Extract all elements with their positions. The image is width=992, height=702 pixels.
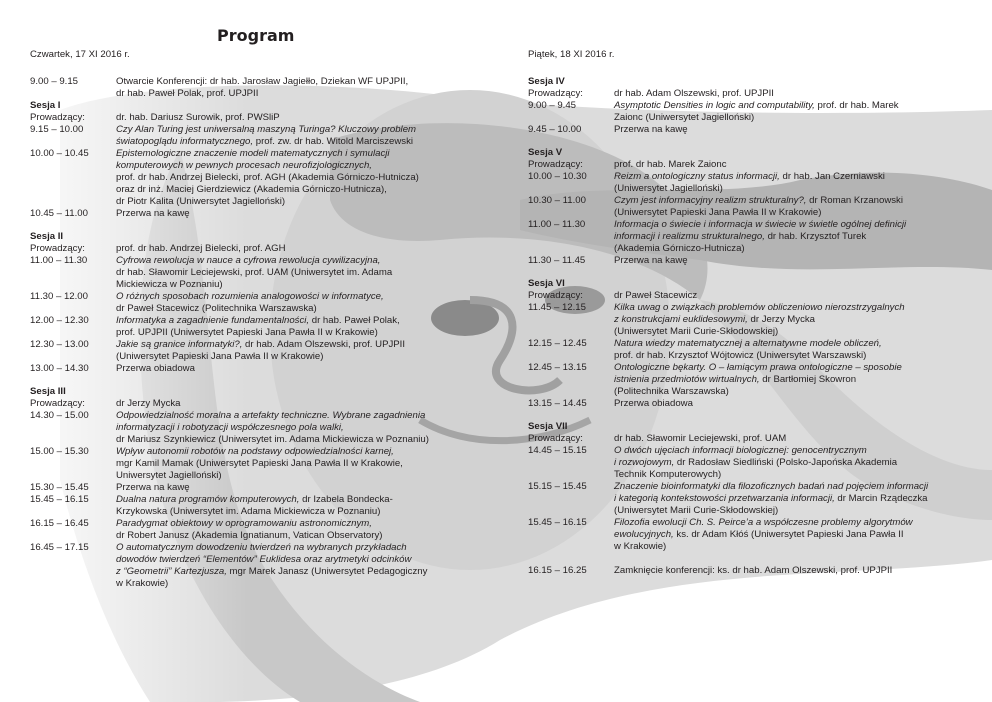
program-item: 15.00 – 15.30 Wpływ autonomii robotów na podstawy odpowiedzialności karnej, mgr Kamil Mamak (Uniwersytet Papieski Jana Pawła II w Krakowie, Uniwersytet Jagielloński) <box>30 446 403 481</box>
program-item: 16.45 – 17.15 O automatycznym dowodzeniu twierdzeń na wybranych przykładach dowodów twierdzeń “Elementów” Euklidesa oraz arytmetyki odcinków z “Geometrii” Kartezjusza, mgr Marek Janasz (Uniwersytet Pedagogiczny w Krakowie) <box>30 542 428 589</box>
program-item: 15.15 – 15.45 Znaczenie bioinformatyki dla filozoficznych badań nad pojęciem informacji i kategorią kontekstowości przetwarzania informacji, dr Marcin Rządeczka (Uniwersytet Marii Curie-Skłodowskiej) <box>528 481 929 516</box>
session-chair: Prowadzący: dr hab. Sławomir Leciejewski, prof. UAM <box>528 433 787 444</box>
day-2-column <box>528 49 948 577</box>
session-heading: Sesja VII <box>528 421 568 432</box>
program-item: 11.30 – 12.00 O różnych sposobach rozumienia analogowości w informatyce, dr Paweł Stacewicz (Politechnika Warszawska) <box>30 291 384 314</box>
program-item: 16.15 – 16.45 Paradygmat obiektowy w oprogramowaniu astronomicznym, dr Robert Janusz (Akademia Ignatianum, Vatican Observatory) <box>30 518 383 541</box>
program-item: 15.45 – 16.15 Dualna natura programów komputerowych, dr Izabela Bondecka- Krzykowska (Uniwersytet im. Adama Mickiewicza w Poznaniu) <box>30 494 393 517</box>
session-heading: Sesja I <box>30 100 61 111</box>
session-chair: Prowadzący: dr Paweł Stacewicz <box>528 290 698 301</box>
program-item: 12.15 – 12.45 Natura wiedzy matematycznej a alternatywne modele obliczeń, prof. dr hab. Krzysztof Wójtowicz (Uniwersytet Warszawski) <box>528 338 882 361</box>
program-item: 11.00 – 11.30 Cyfrowa rewolucja w nauce a cyfrowa rewolucja cywilizacyjna, dr hab. Sławomir Leciejewski, prof. UAM (Uniwersytet im. Adama Mickiewicza w Poznaniu) <box>30 255 393 290</box>
closing-item: 16.15 – 16.25 Zamknięcie konferencji: ks. dr hab. Adam Olszewski, prof. UPJPII <box>528 565 893 576</box>
program-item: 12.00 – 12.30 Informatyka a zagadnienie fundamentalności, dr hab. Paweł Polak, prof. UPJPII (Uniwersytet Papieski Jana Pawła II w Krakowie) <box>30 315 400 338</box>
session-chair: Prowadzący: dr. hab. Dariusz Surowik, prof. PWSliP <box>30 112 280 123</box>
program-item: 11.45 – 12.15 Kilka uwag o związkach problemów obliczeniowo nierozstrzygalnych z konstrukcjami euklidesowymi, dr Jerzy Mycka (Uniwersytet Marii Curie-Skłodowskiej) <box>528 302 905 337</box>
page-title: Program <box>217 26 295 45</box>
program-item: 9.15 – 10.00 Czy Alan Turing jest uniwersalną maszyną Turinga? Kluczowy problem światopoglądu informatycznego, prof. zw. dr hab. Witold Marciszewski <box>30 124 417 147</box>
program-item: 11.00 – 11.30 Informacja o świecie i informacja w świecie w świetle ogólnej definicji informacji i realizmu strukturalnego, dr hab. Krzysztof Turek (Akademia Górniczo-Hutnicza) <box>528 219 907 254</box>
program-item: 10.30 – 11.00 Czym jest informacyjny realizm strukturalny?, dr Roman Krzanowski (Uniwersytet Papieski Jana Pawła II w Krakowie) <box>528 195 903 218</box>
session-heading: Sesja III <box>30 386 66 397</box>
break-item: 13.15 – 14.45 Przerwa obiadowa <box>528 398 693 409</box>
program-item: 9.00 – 9.45 Asymptotic Densities in logic and computability, prof. dr hab. Marek Zaionc (Uniwersytet Jagielloński) <box>528 100 899 123</box>
session-heading: Sesja VI <box>528 278 565 289</box>
program-item: 14.45 – 15.15 O dwóch ujęciach informacji biologicznej: genocentrycznym i rozwojowym, dr Radosław Siedliński (Polsko-Japońska Akademia Technik Komputerowych) <box>528 445 898 480</box>
session-chair: Prowadzący: dr Jerzy Mycka <box>30 398 181 409</box>
program-item: 10.00 – 10.30 Reizm a ontologiczny status informacji, dr hab. Jan Czerniawski (Uniwersytet Jagielloński) <box>528 171 885 194</box>
day-heading: Czwartek, 17 XI 2016 r. <box>30 49 130 60</box>
day-1-column <box>30 49 480 590</box>
program-item: 10.00 – 10.45 Epistemologiczne znaczenie modeli matematycznych i symulacji komputerowych w pewnych procesach neurofizjologicznych, prof. dr hab. Andrzej Bielecki, prof. AGH (Akademia Górniczo-Hutnicza) oraz dr inż. Maciej Gierdziewicz (Akademia Górniczo-Hutnicza), dr Piotr Kalita (Uniwersytet Jagielloński) <box>30 148 419 207</box>
program-item: 15.45 – 16.15 Filozofia ewolucji Ch. S. Peirce’a a współczesne problemy algorytmów ewolucyjnych, ks. dr Adam Kłóś (Uniwersytet Papieski Jana Pawła II w Krakowie) <box>528 517 913 552</box>
break-item: 10.45 – 11.00 Przerwa na kawę <box>30 208 190 219</box>
break-item: 15.30 – 15.45 Przerwa na kawę <box>30 482 190 493</box>
break-item: 11.30 – 11.45 Przerwa na kawę <box>528 255 688 266</box>
break-item: 9.45 – 10.00 Przerwa na kawę <box>528 124 688 135</box>
item-description: Otwarcie Konferencji: dr hab. Jarosław Jagiełło, Dziekan WF UPJPII, dr hab. Paweł Polak, prof. UPJPII <box>116 76 409 99</box>
program-item: 14.30 – 15.00 Odpowiedzialność moralna a artefakty techniczne. Wybrane zagadnienia informatyzacji i robotyzacji współczesnego pola walki, dr Mariusz Szynkiewicz (Uniwersytet im. Adama Mickiewicza w Poznaniu) <box>30 410 429 445</box>
day-heading: Piątek, 18 XI 2016 r. <box>528 49 615 60</box>
session-heading: Sesja IV <box>528 76 565 87</box>
session-heading: Sesja II <box>30 231 64 242</box>
program-item: 12.30 – 13.00 Jakie są granice informatyki?, dr hab. Adam Olszewski, prof. UPJPII (Uniwersytet Papieski Jana Pawła II w Krakowie) <box>30 339 405 362</box>
program-item <box>30 76 480 100</box>
program-item: 12.45 – 13.15 Ontologiczne bękarty. O – łamiącym prawa ontologiczne – sposobie istnienia przedmiotów wirtualnych, dr Bartłomiej Skowron (Politechnika Warszawska) <box>528 362 902 397</box>
time-slot: 9.00 – 9.15 <box>30 76 79 87</box>
break-item: 13.00 – 14.30 Przerwa obiadowa <box>30 363 195 374</box>
session-heading: Sesja V <box>528 147 563 158</box>
session-chair: Prowadzący: prof. dr hab. Marek Zaionc <box>528 159 727 170</box>
session-chair: Prowadzący: prof. dr hab. Andrzej Bielecki, prof. AGH <box>30 243 286 254</box>
session-chair: Prowadzący: dr hab. Adam Olszewski, prof. UPJPII <box>528 88 774 99</box>
